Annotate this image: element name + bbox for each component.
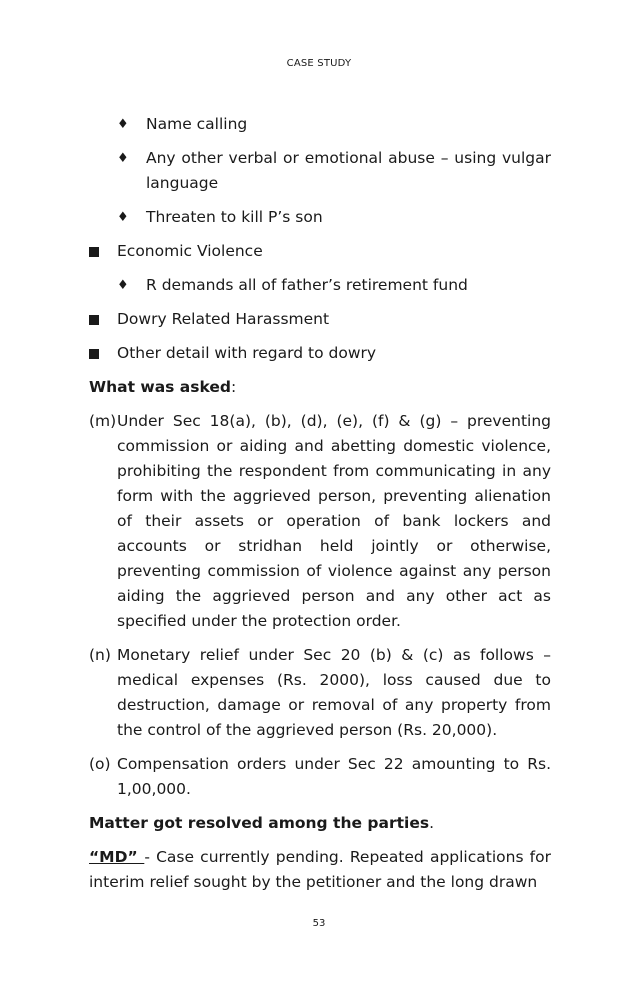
running-header: CASE STUDY [286,58,352,69]
diamond-bullet-icon: ♦ [117,151,129,166]
section-economic-violence [89,239,551,264]
square-bullet-icon [89,315,99,325]
resolved-statement [89,811,551,836]
square-bullet-icon [89,349,99,359]
list-item [89,112,551,137]
diamond-bullet-icon: ♦ [117,117,129,132]
section-label: Other detail with regard to dowry [117,344,377,362]
list-item [89,146,551,196]
item-text: Under Sec 18(a), (b), (d), (e), (f) & (g) – preventing commission or aiding and abetting domestic violence, prohibiting the respondent from communicating in any form with the aggrieved person, preventing alienation of their assets or operation of bank lockers and accounts or stridhan held jointly or otherwise, preventing commission of violence against any person aiding the aggrieved person and any other act as specified under the protection order. [117,412,551,630]
section-label: Dowry Related Harassment [117,310,330,328]
page-number: 53 [312,918,326,929]
item-marker: (n) [89,646,111,664]
item-marker: (o) [89,755,111,773]
item-marker: (m) [89,412,117,430]
heading-colon: : [230,378,237,396]
section-dowry-harassment [89,307,551,332]
page-body [89,112,551,904]
list-item-text: Any other verbal or emotional abuse – using vulgar language [146,149,551,192]
list-item [89,205,551,230]
md-text: - Case currently pending. Repeated applications for interim relief sought by the petitioner and the long drawn [89,848,551,891]
resolved-bold: Matter got resolved among the parties [89,814,430,832]
md-case-paragraph [89,845,551,895]
resolved-tail: . [429,814,434,832]
diamond-bullet-icon: ♦ [117,210,129,225]
heading-text: What was asked [89,378,231,396]
list-item-text: Name calling [146,115,248,133]
item-text: Monetary relief under Sec 20 (b) & (c) as follows – medical expenses (Rs. 2000), loss caused due to destruction, damage or removal of any property from the control of the aggrieved person (Rs. 20,000). [117,646,551,739]
md-label: “MD” [89,848,145,866]
section-other-dowry-detail [89,341,551,366]
what-was-asked-heading [89,375,551,400]
relief-item-n [89,643,551,743]
list-item-text: R demands all of father’s retirement fund [146,276,468,294]
square-bullet-icon [89,247,99,257]
list-item-text: Threaten to kill P’s son [146,208,323,226]
list-item [89,273,551,298]
section-label: Economic Violence [117,242,263,260]
item-text: Compensation orders under Sec 22 amounting to Rs. 1,00,000. [117,755,551,798]
relief-item-o [89,752,551,802]
diamond-bullet-icon: ♦ [117,278,129,293]
relief-item-m [89,409,551,634]
